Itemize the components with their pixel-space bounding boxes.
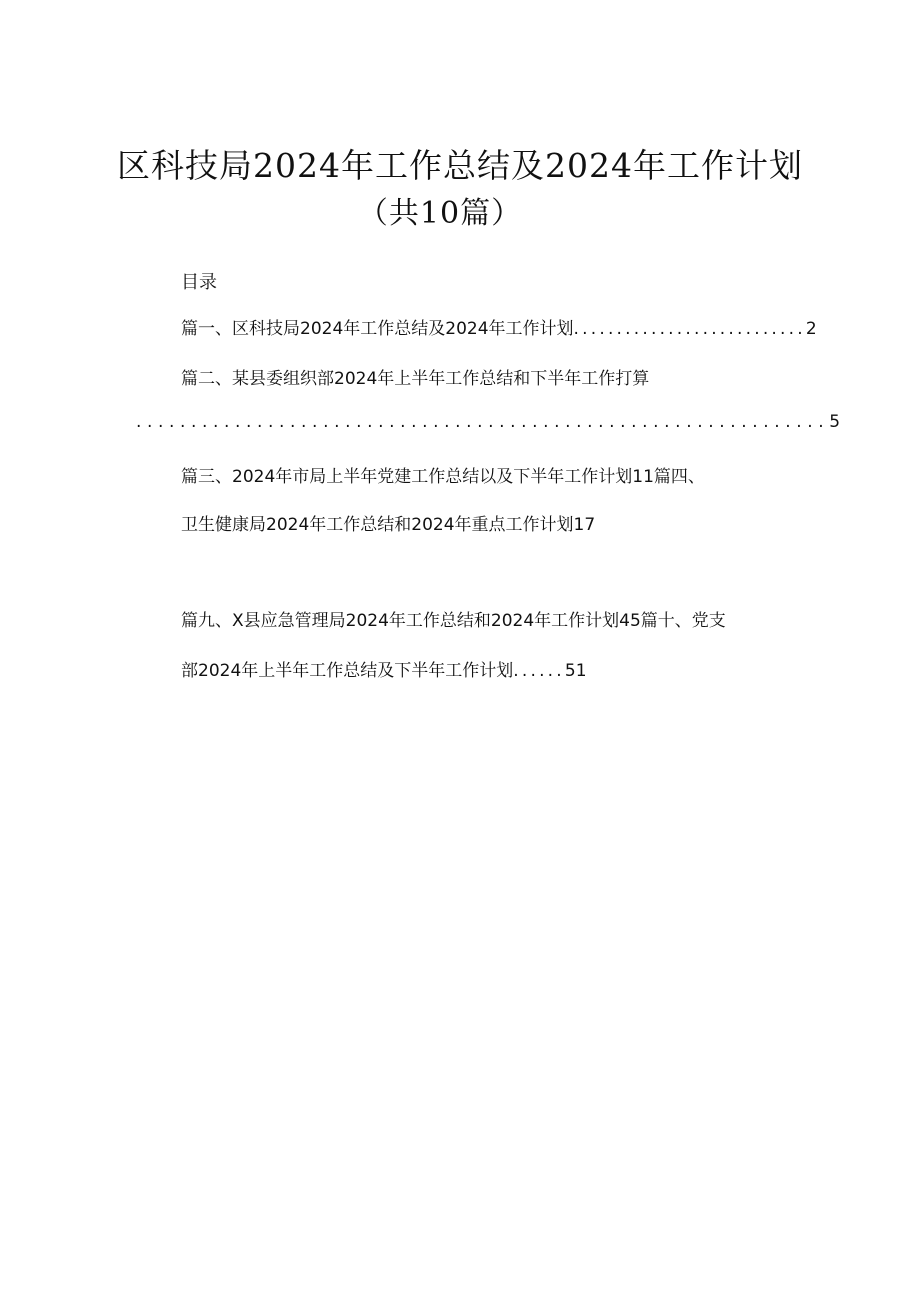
toc-entry-text: 部2024年上半年工作总结及下半年工作计划 [181,661,514,681]
toc-heading: 目录 [181,272,217,293]
document-subtitle: （共10篇） [357,196,523,231]
toc-entry[interactable] [181,510,595,535]
toc-leader-dots: ........................... [573,319,806,339]
toc-entry[interactable] [181,656,587,681]
toc-entry[interactable] [181,606,726,631]
toc-leader-dots: ............................................................... [136,412,830,432]
toc-entry-text: 篇一、区科技局2024年工作总结及2024年工作计划 [181,319,574,339]
toc-entry[interactable] [181,364,649,389]
toc-entry-text: 篇九、X县应急管理局2024年工作总结和2024年工作计划45篇十、党支 [181,611,726,631]
toc-entry-text: 篇二、某县委组织部2024年上半年工作总结和下半年工作打算 [181,369,650,389]
document-title: 区科技局2024年工作总结及2024年工作计划 [117,146,803,185]
toc-entry[interactable] [181,314,817,339]
toc-entry-text: 篇三、2024年市局上半年党建工作总结以及下半年工作计划11篇四、 [181,467,705,487]
toc-entry-continuation[interactable] [136,412,841,432]
toc-page-number: 2 [805,319,817,339]
toc-leader-dots: ...... [513,661,565,681]
toc-entry[interactable] [181,462,705,487]
toc-page-number: 51 [564,661,587,681]
toc-entry-text: 卫生健康局2024年工作总结和2024年重点工作计划17 [181,515,596,535]
toc-page-number: 5 [829,412,841,432]
